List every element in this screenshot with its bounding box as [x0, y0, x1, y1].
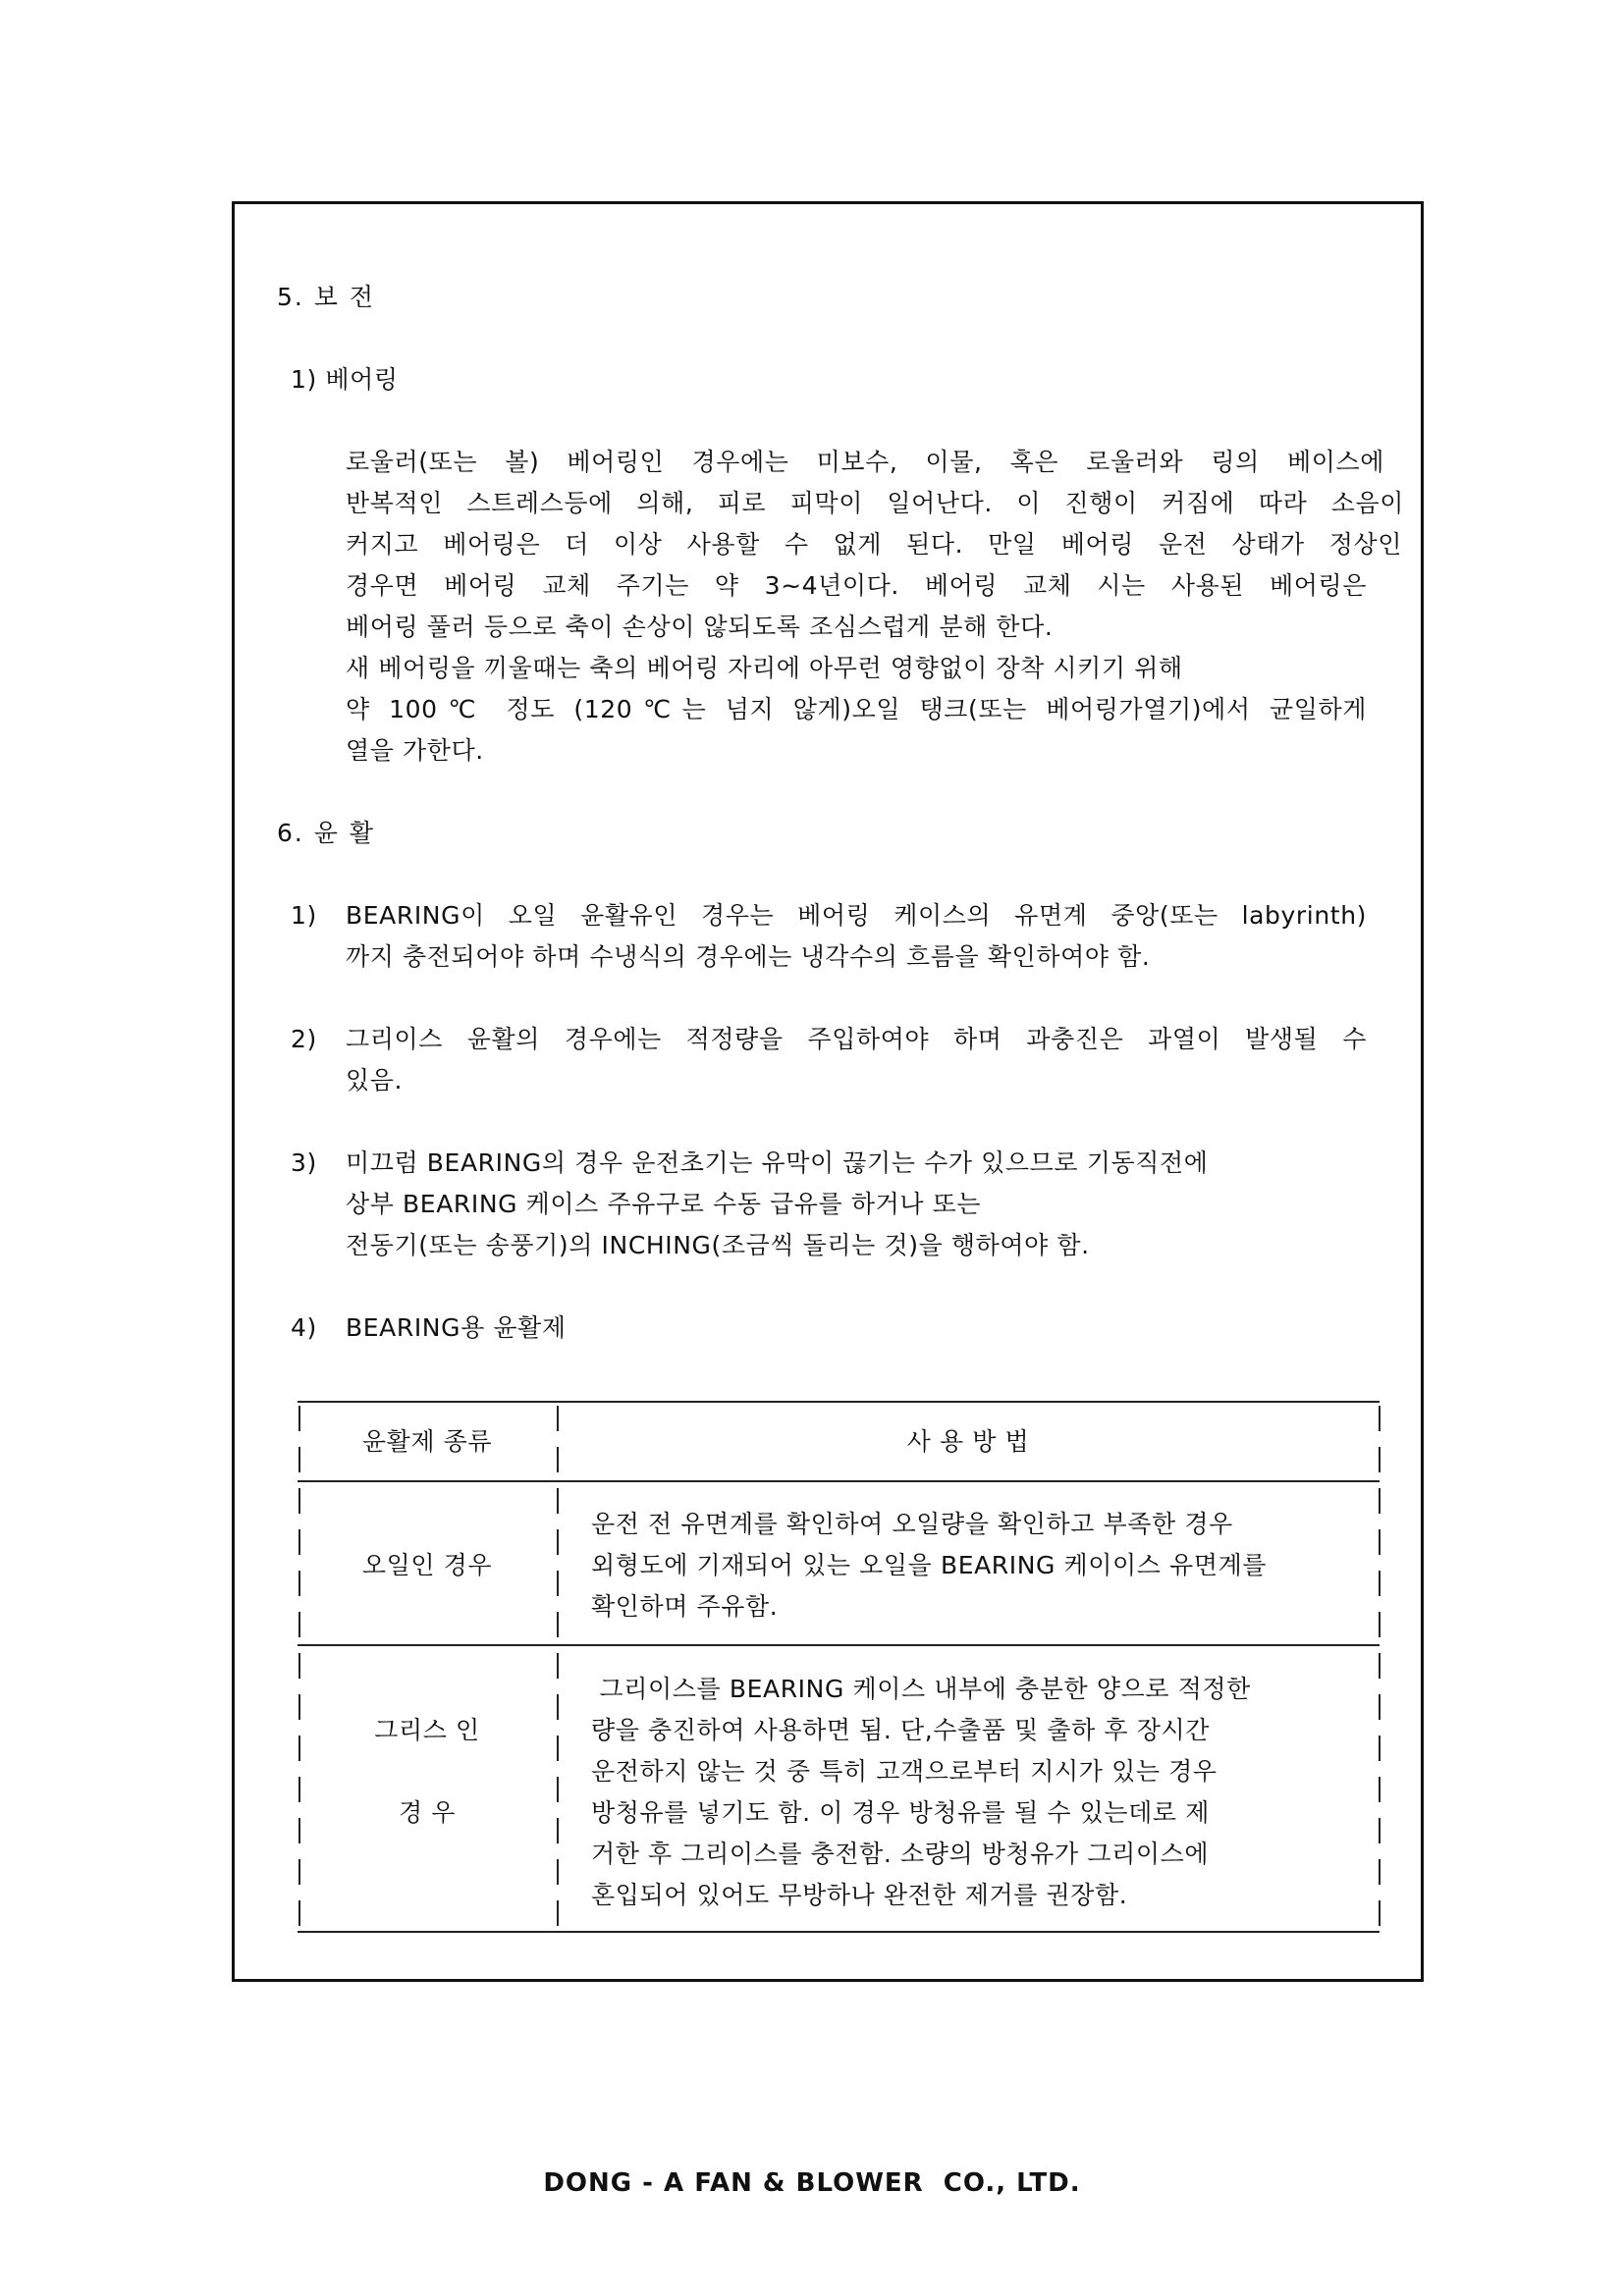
paragraph-line: 로울러(또는 볼) 베어링인 경우에는 미보수, 이물, 혹은 로울러와 링의 베이스에 — [346, 448, 1384, 476]
paragraph-line: 반복적인 스트레스등에 의해, 피로 피막이 일어난다. 이 진행이 커짐에 따라 소음이 — [346, 489, 1404, 517]
table-vertical-tick — [557, 1571, 559, 1596]
header-type: 윤활제 종류 — [361, 1427, 493, 1456]
table-vertical-tick — [1379, 1488, 1380, 1514]
paragraph-line: 약 100℃ 정도 (120℃는 넘지 않게)오일 탱크(또는 베어링가열기)에서 균일하게 — [346, 695, 1367, 723]
table-vertical-tick — [1379, 1694, 1380, 1720]
table-vertical-tick — [557, 1488, 559, 1514]
company-footer: DONG - A FAN & BLOWER CO., LTD. — [543, 2168, 1081, 2198]
section-5-sub1-label: 1) 베어링 — [291, 365, 399, 394]
row-grease-method-line: 혼입되어 있어도 무방하나 완전한 제거를 권장함. — [591, 1881, 1128, 1909]
table-vertical-tick — [557, 1818, 559, 1843]
row-grease-method-line: 방청유를 넣기도 함. 이 경우 방청유를 될 수 있는데로 제 — [591, 1798, 1210, 1827]
row-grease-method-line: 거한 후 그리이스를 충전함. 소량의 방청유가 그리이스에 — [591, 1840, 1210, 1868]
table-vertical-tick — [557, 1777, 559, 1802]
section-6-title: 6. 윤 활 — [277, 819, 376, 847]
section-5-title: 5. 보 전 — [277, 283, 376, 311]
item-number: 3) — [291, 1148, 317, 1177]
item-line: 까지 충전되어야 하며 수냉식의 경우에는 냉각수의 흐름을 확인하여야 함. — [346, 942, 1151, 971]
paragraph-line: 경우면 베어링 교체 주기는 약 3~4년이다. 베어링 교체 시는 사용된 베어링은 — [346, 571, 1367, 600]
paragraph-line: 커지고 베어링은 더 이상 사용할 수 없게 된다. 만일 베어링 운전 상태가 정상인 — [346, 530, 1402, 559]
table-vertical-tick — [298, 1900, 300, 1926]
table-vertical-tick — [557, 1694, 559, 1720]
header-method: 사 용 방 법 — [906, 1427, 1030, 1456]
item-line: 있음. — [346, 1066, 404, 1095]
table-vertical-tick — [1379, 1612, 1380, 1637]
row-grease-type: 경 우 — [398, 1798, 457, 1827]
row-grease-method-line: 량을 충진하여 사용하면 됨. 단,수출품 및 출하 후 장시간 — [591, 1716, 1210, 1744]
paragraph-line: 베어링 풀러 등으로 축이 손상이 않되도록 조심스럽게 분해 한다. — [346, 613, 1054, 641]
row-grease-type: 그리스 인 — [374, 1716, 480, 1744]
table-vertical-tick — [1379, 1735, 1380, 1761]
table-vertical-tick — [298, 1859, 300, 1885]
table-vertical-tick — [1379, 1529, 1380, 1555]
table-vertical-tick — [1379, 1777, 1380, 1802]
item-line: 상부 BEARING 케이스 주유구로 수동 급유를 하거나 또는 — [346, 1190, 982, 1218]
item-line: BEARING용 윤활제 — [346, 1313, 567, 1342]
row-oil-method-line: 운전 전 유면계를 확인하여 오일량을 확인하고 부족한 경우 — [591, 1510, 1233, 1538]
row-oil-type: 오일인 경우 — [361, 1551, 493, 1579]
table-vertical-tick — [1379, 1653, 1380, 1679]
item-line: BEARING이 오일 윤활유인 경우는 베어링 케이스의 유면계 중앙(또는 labyrinth) — [346, 901, 1367, 930]
row-grease-method-line: 운전하지 않는 것 중 특히 고객으로부터 지시가 있는 경우 — [591, 1757, 1218, 1786]
row-oil-method-line: 확인하며 주유함. — [591, 1592, 779, 1621]
table-vertical-tick — [557, 1900, 559, 1926]
table-vertical-tick — [1379, 1406, 1380, 1431]
table-vertical-tick — [557, 1735, 559, 1761]
item-line: 미끄럼 BEARING의 경우 운전초기는 유막이 끊기는 수가 있으므로 기동직전에 — [346, 1148, 1209, 1177]
table-vertical-tick — [1379, 1900, 1380, 1926]
table-rule-header — [298, 1480, 1380, 1482]
item-line: 전동기(또는 송풍기)의 INCHING(조금씩 돌리는 것)을 행하여야 함. — [346, 1231, 1090, 1259]
table-vertical-tick — [1379, 1818, 1380, 1843]
row-oil-method-line: 외형도에 기재되어 있는 오일을 BEARING 케이이스 유면계를 — [591, 1551, 1268, 1579]
item-number: 2) — [291, 1025, 317, 1053]
table-vertical-tick — [557, 1612, 559, 1637]
paragraph-line: 새 베어링을 끼울때는 축의 베어링 자리에 아무런 영향없이 장착 시키기 위해 — [346, 654, 1183, 682]
item-line: 그리이스 윤활의 경우에는 적정량을 주입하여야 하며 과충진은 과열이 발생될 수 — [346, 1025, 1367, 1053]
table-vertical-tick — [298, 1488, 300, 1514]
item-number: 4) — [291, 1313, 317, 1342]
table-rule-bottom — [298, 1931, 1380, 1933]
item-number: 1) — [291, 901, 317, 930]
table-vertical-tick — [298, 1612, 300, 1637]
table-vertical-tick — [1379, 1571, 1380, 1596]
table-rule-top — [298, 1401, 1380, 1403]
table-vertical-tick — [557, 1529, 559, 1555]
table-vertical-tick — [1379, 1859, 1380, 1885]
table-vertical-tick — [1379, 1447, 1380, 1472]
table-vertical-tick — [298, 1653, 300, 1679]
table-vertical-tick — [557, 1859, 559, 1885]
table-vertical-tick — [557, 1653, 559, 1679]
paragraph-line: 열을 가한다. — [346, 736, 484, 765]
row-grease-method-line: 그리이스를 BEARING 케이스 내부에 충분한 양으로 적정한 — [591, 1675, 1251, 1703]
table-rule-row1 — [298, 1644, 1380, 1646]
